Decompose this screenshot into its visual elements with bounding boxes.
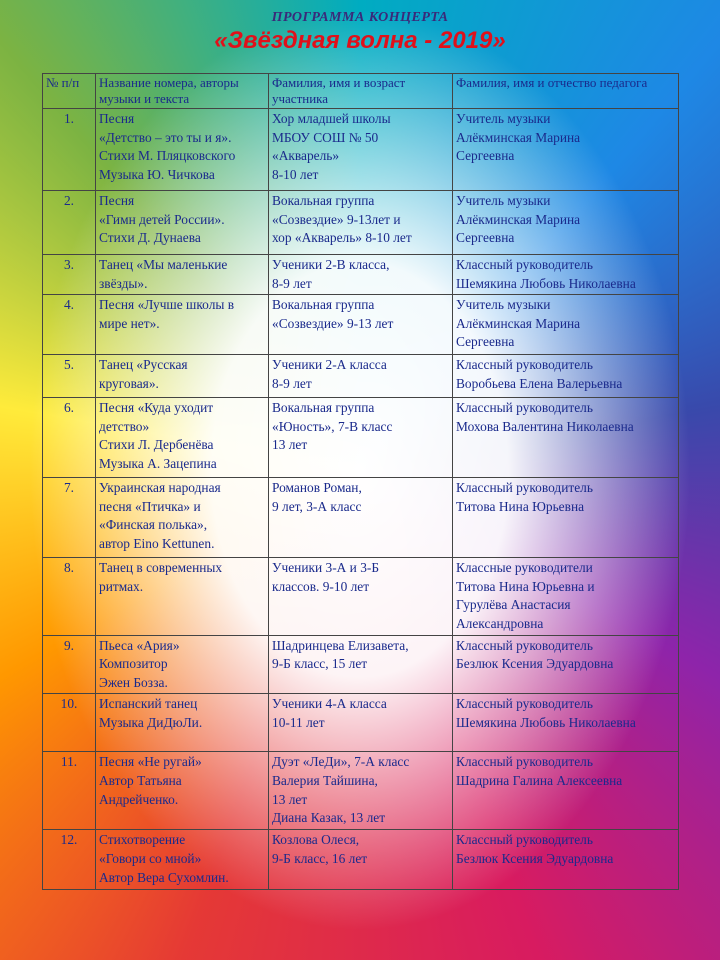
teacher-cell [453, 635, 679, 694]
participant-line: Хор младшей школы [272, 111, 391, 126]
teacher-line: Безлюк Ксения Эдуардовна [456, 656, 614, 672]
number-title-cell [96, 478, 269, 558]
participant-line: «Акварель» [272, 148, 340, 164]
teacher-line: Титова Нина Юрьевна [456, 498, 585, 514]
participant-line: 9-Б класс, 15 лет [272, 656, 368, 672]
number-title-line: Стихи М. Пляцковского [99, 148, 236, 164]
number-title-line: Автор Вера Сухомлин. [99, 869, 229, 885]
table-row [43, 295, 679, 355]
number-title-line: Композитор [99, 656, 168, 672]
participant-line: «Юность», 7-В класс [272, 418, 393, 434]
column-header-teacher: Фамилия, имя и отчество педагога [453, 74, 679, 109]
number-title-line: Песня «Не ругай» [99, 754, 202, 770]
number-title-cell [96, 830, 269, 890]
teacher-line: Шадрина Галина Алексеевна [456, 772, 623, 788]
number-title-line: Музыка Ю. Чичкова [99, 166, 215, 182]
participant-line: Ученики 2-А класса [272, 357, 387, 373]
number-title-line: песня «Птичка» и [99, 498, 201, 514]
table-row [43, 478, 679, 558]
table-row [43, 558, 679, 635]
table-row [43, 398, 679, 478]
table-row [43, 109, 679, 191]
row-number: 7. [43, 478, 96, 558]
participant-cell [269, 295, 453, 355]
row-number: 4. [43, 295, 96, 355]
participant-cell [269, 398, 453, 478]
number-title-line: ритмах. [99, 578, 144, 594]
participant-line: Ученики 4-А класса [272, 696, 387, 712]
number-title-line: Песня «Куда уходит [99, 400, 214, 416]
number-title-cell [96, 752, 269, 830]
teacher-line: Мохова Валентина Николаевна [456, 418, 634, 434]
teacher-line: Классный руководитель [456, 357, 593, 373]
teacher-line: Сергеевна [456, 148, 515, 164]
participant-line: Ученики 3-А и 3-Б [272, 560, 380, 576]
teacher-cell [453, 830, 679, 890]
number-title-line: Андрейченко. [99, 791, 179, 807]
participant-cell [269, 830, 453, 890]
number-title-line: звёзды». [99, 275, 148, 291]
participant-cell [269, 191, 453, 255]
number-title-line: Стихи Л. Дербенёва [99, 437, 214, 453]
teacher-line: Классный руководитель [456, 257, 593, 272]
header [0, 10, 720, 55]
participant-cell [269, 558, 453, 635]
teacher-line: Учитель музыки [456, 193, 551, 208]
table-row [43, 355, 679, 398]
teacher-line: Александровна [456, 615, 544, 631]
teacher-line: Шемякина Любовь Николаевна [456, 714, 636, 730]
teacher-line: Титова Нина Юрьевна и [456, 578, 595, 594]
number-title-cell [96, 255, 269, 295]
teacher-line: Воробьева Елена Валерьевна [456, 375, 623, 391]
participant-line: 9 лет, 3-А класс [272, 498, 362, 514]
concert-title: «Звёздная волна - 2019» [214, 27, 506, 54]
participant-line: «Созвездие» 9-13 лет [272, 315, 394, 331]
teacher-cell [453, 295, 679, 355]
teacher-line: Учитель музыки [456, 297, 551, 313]
row-number: 8. [43, 558, 96, 635]
participant-line: Диана Казак, 13 лет [272, 810, 386, 826]
teacher-line: Сергеевна [456, 334, 515, 350]
participant-line: хор «Акварель» 8-10 лет [272, 230, 412, 246]
teacher-line: Шемякина Любовь Николаевна [456, 275, 636, 291]
table-row [43, 694, 679, 752]
column-header-title: Название номера, авторы музыки и текста [96, 74, 269, 109]
number-title-cell [96, 398, 269, 478]
participant-line: 13 лет [272, 437, 308, 453]
participant-line: «Созвездие» 9-13лет и [272, 211, 401, 227]
participant-line: Вокальная группа [272, 400, 375, 416]
table-row [43, 255, 679, 295]
row-number: 2. [43, 191, 96, 255]
teacher-cell [453, 355, 679, 398]
number-title-line: Танец «Мы маленькие [99, 257, 228, 272]
number-title-line: «Детство – это ты и я». [99, 129, 232, 145]
number-title-line: Песня [99, 111, 135, 126]
number-title-line: круговая». [99, 375, 159, 391]
participant-line: Козлова Олеся, [272, 832, 360, 848]
participant-cell [269, 635, 453, 694]
number-title-line: Песня [99, 193, 135, 208]
teacher-line: Классные руководители [456, 560, 593, 576]
teacher-line: Сергеевна [456, 230, 515, 246]
participant-line: Ученики 2-В класса, [272, 257, 390, 272]
number-title-line: Музыка ДиДюЛи. [99, 714, 203, 730]
number-title-cell [96, 635, 269, 694]
teacher-line: Классный руководитель [456, 400, 593, 416]
number-title-cell [96, 355, 269, 398]
participant-line: 9-Б класс, 16 лет [272, 850, 368, 866]
teacher-line: Классный руководитель [456, 832, 593, 848]
table-row [43, 635, 679, 694]
teacher-cell [453, 752, 679, 830]
participant-line: Вокальная группа [272, 297, 375, 313]
number-title-line: Автор Татьяна [99, 772, 182, 788]
participant-line: 13 лет [272, 791, 308, 807]
participant-line: Шадринцева Елизавета, [272, 637, 409, 653]
number-title-line: «Финская полька», [99, 517, 208, 533]
column-header-number: № п/п [43, 74, 96, 109]
number-title-cell [96, 295, 269, 355]
row-number: 1. [43, 109, 96, 191]
participant-cell [269, 109, 453, 191]
participant-cell [269, 752, 453, 830]
teacher-line: Классный руководитель [456, 480, 593, 496]
table-row [43, 752, 679, 830]
number-title-line: Эжен Бозза. [99, 674, 168, 690]
participant-line: МБОУ СОШ № 50 [272, 129, 379, 145]
row-number: 5. [43, 355, 96, 398]
teacher-cell [453, 191, 679, 255]
number-title-line: Стихи Д. Дунаева [99, 230, 201, 246]
teacher-line: Классный руководитель [456, 637, 593, 653]
number-title-cell [96, 109, 269, 191]
number-title-cell [96, 694, 269, 752]
teacher-line: Безлюк Ксения Эдуардовна [456, 850, 614, 866]
teacher-cell [453, 558, 679, 635]
teacher-line: Классный руководитель [456, 696, 593, 712]
participant-cell [269, 694, 453, 752]
number-title-line: «Говори со мной» [99, 850, 202, 866]
participant-line: Дуэт «ЛеДи», 7-А класс [272, 754, 410, 770]
row-number: 11. [43, 752, 96, 830]
row-number: 12. [43, 830, 96, 890]
number-title-line: Песня «Лучше школы в [99, 297, 235, 313]
teacher-line: Алёкминская Марина [456, 211, 581, 227]
teacher-cell [453, 478, 679, 558]
teacher-line: Гурулёва Анастасия [456, 597, 571, 613]
number-title-line: автор Eino Kettunen. [99, 535, 215, 551]
number-title-line: Испанский танец [99, 696, 198, 712]
number-title-line: детство» [99, 418, 150, 434]
teacher-line: Алёкминская Марина [456, 315, 581, 331]
row-number: 10. [43, 694, 96, 752]
participant-cell [269, 478, 453, 558]
program-subtitle: ПРОГРАММА КОНЦЕРТА [271, 10, 449, 25]
number-title-cell [96, 191, 269, 255]
participant-line: 8-9 лет [272, 375, 312, 391]
teacher-cell [453, 109, 679, 191]
program-table [42, 73, 679, 890]
table-row [43, 830, 679, 890]
participant-line: Вокальная группа [272, 193, 375, 208]
number-title-cell [96, 558, 269, 635]
participant-line: Романов Роман, [272, 480, 362, 496]
participant-line: Валерия Тайшина, [272, 772, 378, 788]
teacher-cell [453, 398, 679, 478]
teacher-line: Алёкминская Марина [456, 129, 581, 145]
teacher-cell [453, 694, 679, 752]
participant-cell [269, 355, 453, 398]
number-title-line: Стихотворение [99, 832, 186, 848]
row-number: 3. [43, 255, 96, 295]
participant-line: классов. 9-10 лет [272, 578, 370, 594]
teacher-line: Учитель музыки [456, 111, 551, 126]
teacher-line: Классный руководитель [456, 754, 593, 770]
table-header-row [43, 74, 679, 109]
participant-cell [269, 255, 453, 295]
number-title-line: Танец «Русская [99, 357, 188, 373]
number-title-line: «Гимн детей России». [99, 211, 225, 227]
participant-line: 8-10 лет [272, 166, 319, 182]
number-title-line: Пьеса «Ария» [99, 637, 180, 653]
row-number: 6. [43, 398, 96, 478]
teacher-cell [453, 255, 679, 295]
number-title-line: мире нет». [99, 315, 160, 331]
number-title-line: Танец в современных [99, 560, 223, 576]
participant-line: 10-11 лет [272, 714, 325, 730]
number-title-line: Украинская народная [99, 480, 221, 496]
column-header-participant: Фамилия, имя и возраст участника [269, 74, 453, 109]
number-title-line: Музыка А. Зацепина [99, 455, 217, 471]
table-row [43, 191, 679, 255]
row-number: 9. [43, 635, 96, 694]
participant-line: 8-9 лет [272, 275, 312, 291]
